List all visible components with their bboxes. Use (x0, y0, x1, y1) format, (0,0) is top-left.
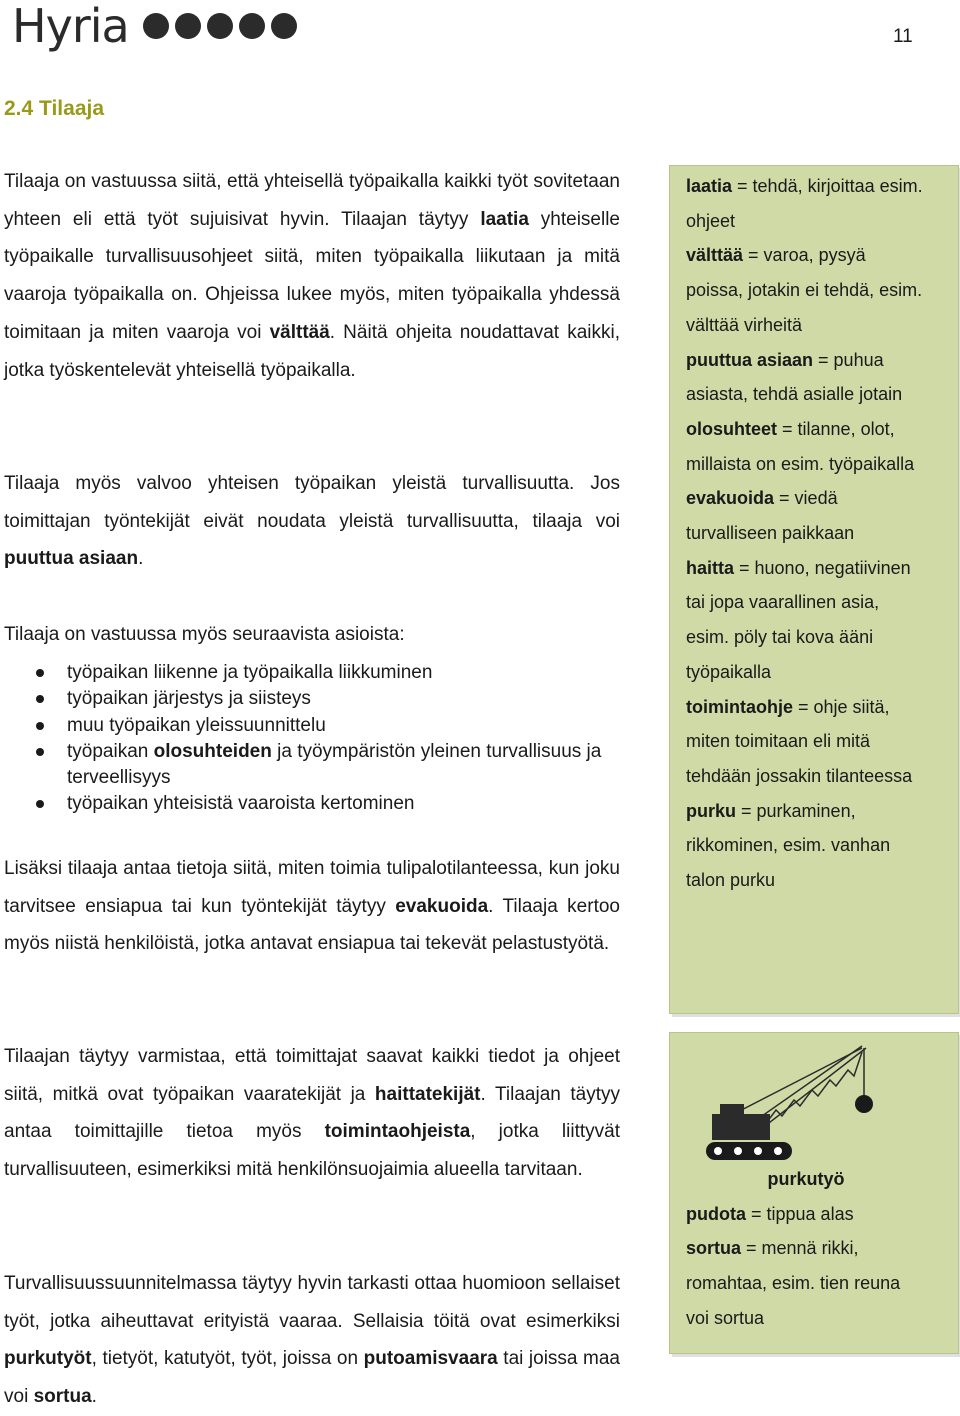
term-puuttua-asiaan: puuttua asiaan (4, 548, 139, 570)
logo-dots (143, 13, 297, 39)
term-sortua: sortua (33, 1386, 92, 1408)
glossary-entry: toimintaohje = ohje siitä, miten toimitaan eli mitä tehdään jossakin tilanteessa (686, 696, 913, 786)
term-haittatekijat: haittatekijät (374, 1083, 481, 1105)
logo-dot (175, 13, 201, 39)
paragraph-6: Turvallisuussuunnitelmassa täytyy hyvin tarkasti ottaa huomioon sellaiset työt, jotka aiheuttavat erityistä vaaraa. Sellaisia töitä ovat esimerkiksi purkutyöt, tietyöt, katutyöt, työt, joissa on putoamisvaara tai joissa maa voi sortua. (4, 1273, 620, 1408)
glossary-entry: sortua = mennä rikki, romahtaa, esim. tien reuna voi sortua (686, 1238, 901, 1328)
section-heading: 2.4 Tilaaja (4, 97, 105, 120)
logo-dot (239, 13, 265, 39)
list-item: työpaikan olosuhteiden ja työympäristön yleinen turvallisuus ja terveellisyys (4, 739, 620, 792)
paragraph-3: Tilaaja on vastuussa myös seuraavista asioista: (4, 624, 405, 645)
term-valttaa: välttää (269, 321, 330, 343)
list-item: työpaikan liikenne ja työpaikalla liikkuminen (4, 660, 620, 686)
list-item: työpaikan järjestys ja siisteys (4, 686, 620, 712)
term-evakuoida: evakuoida (395, 895, 489, 917)
logo-dot (143, 13, 169, 39)
logo-dot (271, 13, 297, 39)
paragraph-4: Lisäksi tilaaja antaa tietoja siitä, miten toimia tulipalotilanteessa, kun joku tarvitsee ensiapua tai kun työntekijät täytyy evakuoida. Tilaaja kertoo myös niistä henkilöistä, jotka antavat ensiapua tai tekevät pelastustyötä. (4, 858, 620, 955)
glossary-entry: laatia = tehdä, kirjoittaa esim. ohjeet (686, 176, 923, 231)
term-purkutyot: purkutyöt (4, 1348, 92, 1370)
paragraph-1: Tilaaja on vastuussa siitä, että yhteisellä työpaikalla kaikki työt sovitetaan yhteen eli että työt sujuisivat hyvin. Tilaajan täytyy laatia yhteiselle työpaikalle turvallisuusohjeet siitä, miten työpaikalla liikutaan ja mitä vaaroja työpaikalla on. Ohjeissa lukee myös, miten työpaikalla yhdessä toimitaan ja miten vaaroja voi välttää. Näitä ohjeita noudattavat kaikki, jotka työskentelevät yhteisellä työpaikalla. (4, 171, 620, 381)
hyria-logo (12, 0, 297, 52)
glossary-top (686, 169, 926, 898)
logo-text: Hyria (12, 0, 129, 53)
glossary-bottom (686, 1162, 926, 1336)
glossary-entry: haitta = huono, negatiivinen tai jopa vaarallinen asia, esim. pöly tai kova ääni työpaikalla (686, 557, 911, 682)
glossary-entry: välttää = varoa, pysyä poissa, jotakin ei tehdä, esim. välttää virheitä (686, 245, 923, 335)
paragraph-5: Tilaajan täytyy varmistaa, että toimittajat saavat kaikki tiedot ja ohjeet siitä, mitkä ovat työpaikan vaaratekijät ja haittatekijät. Tilaajan täytyy antaa toimittajille tietoa myös toimintaohjeista, jotka liittyvät turvallisuuteen, esimerkiksi mitä henkilönsuojaimia alueella tarvitaan. (4, 1046, 620, 1181)
crane-illustration (702, 1040, 942, 1170)
logo-dot (207, 13, 233, 39)
responsibility-list (4, 660, 620, 818)
crane-caption: purkutyö (767, 1169, 845, 1189)
list-item: työpaikan yhteisistä vaaroista kertominen (4, 791, 620, 817)
glossary-entry: olosuhteet = tilanne, olot, millaista on esim. työpaikalla (686, 418, 915, 474)
page-number: 11 (893, 26, 913, 47)
term-laatia: laatia (480, 208, 529, 230)
glossary-entry: puuttua asiaan = puhua asiasta, tehdä asialle jotain (686, 349, 903, 405)
term-toimintaohjeista: toimintaohjeista (324, 1121, 471, 1143)
term-putoamisvaara: putoamisvaara (363, 1348, 498, 1370)
glossary-entry: evakuoida = viedä turvalliseen paikkaan (686, 488, 855, 544)
glossary-entry: purku = purkaminen, rikkominen, esim. vanhan talon purku (686, 800, 891, 891)
paragraph-2: Tilaaja myös valvoo yhteisen työpaikan yleistä turvallisuutta. Jos toimittajan työntekijät eivät noudata yleistä turvallisuutta, tilaaja voi puuttua asiaan. (4, 473, 620, 570)
glossary-entry: pudota = tippua alas (686, 1203, 854, 1224)
list-item: muu työpaikan yleissuunnittelu (4, 713, 620, 739)
